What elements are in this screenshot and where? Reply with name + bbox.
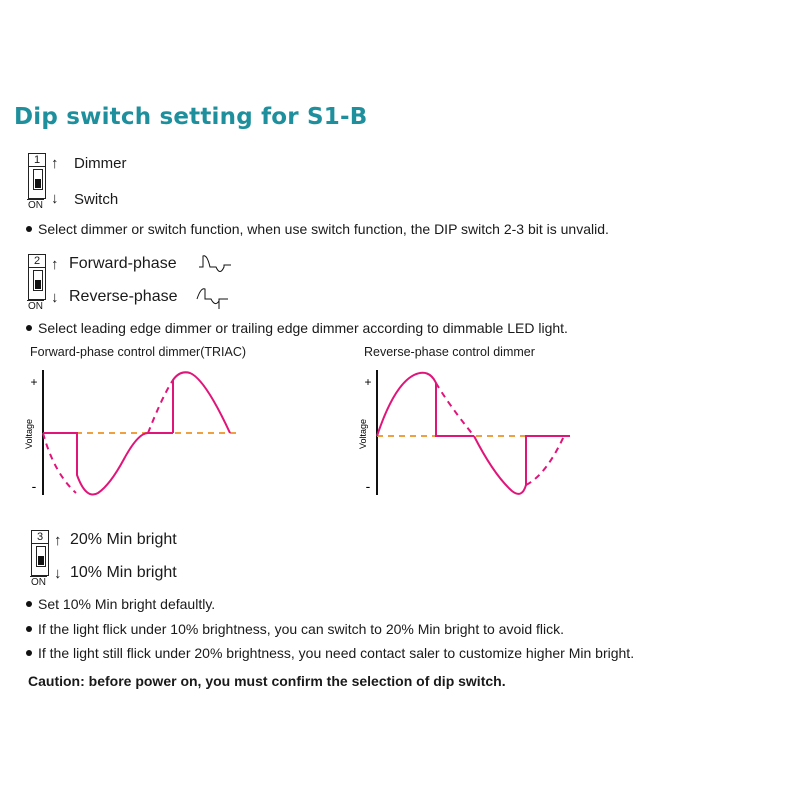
switch2-note: [26, 320, 568, 336]
reverse-phase-waveform-icon: [196, 285, 232, 311]
switch1-up-label: Dimmer: [74, 155, 127, 172]
page-title: Dip switch setting for S1-B: [14, 104, 368, 130]
bullet-icon: [26, 650, 32, 656]
switch3-note-text: Set 10% Min bright defaultly.: [38, 596, 216, 612]
plus-label: +: [364, 375, 372, 389]
on-label: ON: [31, 577, 46, 588]
minus-label: -: [31, 478, 37, 494]
bullet-icon: [26, 626, 32, 632]
switch2-note-text: Select leading edge dimmer or trailing edge dimmer according to dimmable LED light.: [38, 320, 568, 336]
cut-positive-wave-dashed: [148, 380, 173, 433]
switch1-down-label: Switch: [74, 191, 119, 208]
down-arrow-icon: ↓: [51, 190, 59, 207]
switch1-note-text: Select dimmer or switch function, when use switch function, the DIP switch 2-3 bit is unvalid.: [38, 221, 609, 237]
switch3-note-text: If the light flick under 10% brightness, you can switch to 20% Min bright to avoid flick.: [38, 621, 565, 637]
voltage-axis-label: Voltage: [24, 418, 34, 450]
switch2-down-label: Reverse-phase: [69, 288, 178, 305]
switch3-note-text: If the light still flick under 20% brightness, you need contact saler to customize higher Min bright.: [38, 645, 635, 661]
forward-phase-diagram: [20, 365, 260, 505]
conducted-negative-wave: [474, 436, 570, 494]
cut-negative-wave-dashed: [43, 433, 76, 493]
cut-positive-wave-dashed: [436, 383, 474, 436]
conducted-negative-wave: [43, 433, 173, 495]
on-label: ON: [28, 301, 43, 312]
cut-negative-wave-dashed: [526, 436, 564, 485]
switch3-up-label: 20% Min bright: [70, 531, 177, 548]
bullet-icon: [26, 325, 32, 331]
up-arrow-icon: ↑: [51, 256, 59, 273]
reverse-phase-diagram: [354, 365, 594, 505]
dip-switch-number: 3: [36, 531, 44, 543]
diagram-left-caption: Forward-phase control dimmer(TRIAC): [30, 345, 247, 359]
minus-label: -: [365, 478, 371, 494]
forward-phase-waveform-icon: [198, 253, 234, 277]
switch3-note-3: [26, 645, 634, 661]
diagram-right-caption: Reverse-phase control dimmer: [364, 345, 535, 359]
conducted-positive-wave: [173, 372, 230, 433]
down-arrow-icon: ↓: [51, 289, 59, 306]
switch2-up-label: Forward-phase: [69, 255, 177, 272]
voltage-axis-label: Voltage: [358, 418, 368, 450]
up-arrow-icon: ↑: [51, 155, 59, 172]
down-arrow-icon: ↓: [54, 565, 62, 582]
caution-text: Caution: before power on, you must confirm the selection of dip switch.: [28, 673, 506, 689]
dip-switch-number: 2: [33, 255, 41, 267]
switch3-note-1: [26, 596, 215, 612]
dip-switch-1: [28, 153, 46, 211]
dip-switch-3: [31, 530, 49, 588]
switch3-down-label: 10% Min bright: [70, 564, 177, 581]
plus-label: +: [30, 375, 38, 389]
switch3-note-2: [26, 621, 564, 637]
up-arrow-icon: ↑: [54, 532, 62, 549]
switch1-note: [26, 221, 609, 237]
on-label: ON: [28, 200, 43, 211]
dip-switch-2: [28, 254, 46, 312]
bullet-icon: [26, 226, 32, 232]
conducted-positive-wave: [377, 373, 474, 436]
dip-switch-number: 1: [33, 154, 41, 166]
bullet-icon: [26, 601, 32, 607]
